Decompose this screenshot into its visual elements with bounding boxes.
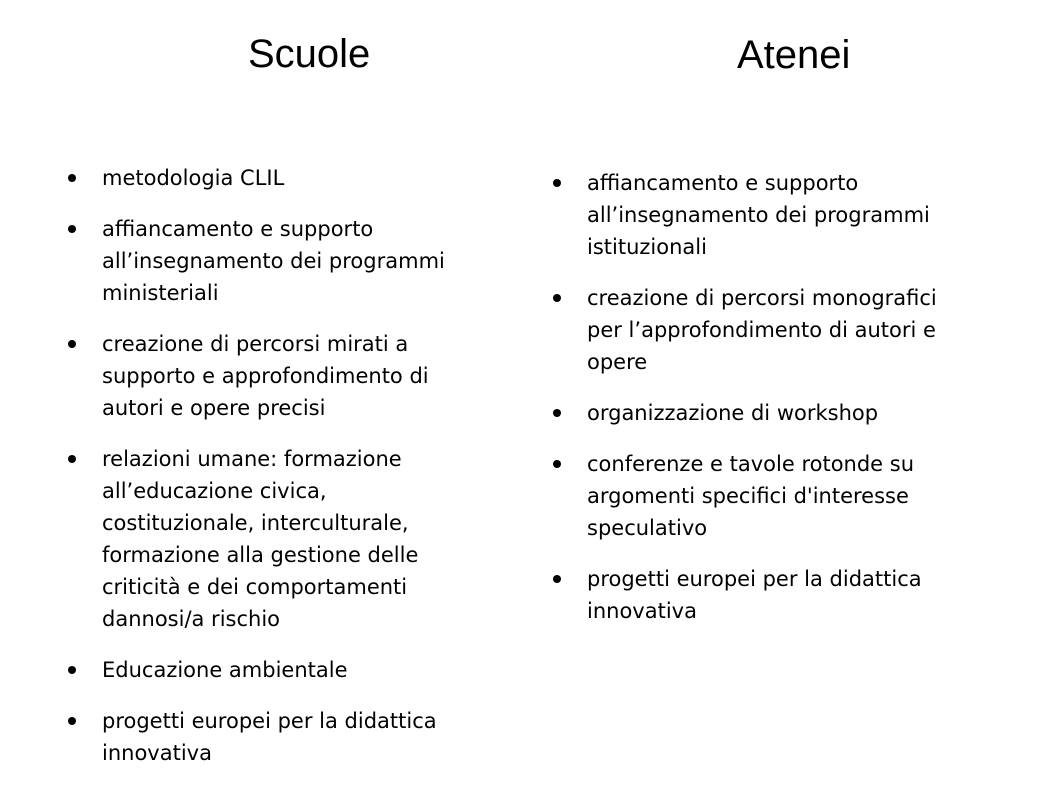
bullet-icon [553, 294, 561, 302]
list-item-line: istituzionali [587, 235, 707, 259]
bullet-icon [68, 340, 76, 348]
list-item-line: autori e opere precisi [102, 396, 326, 420]
list-item-line: progetti europei per la didattica [102, 709, 437, 733]
list-item-line: costituzionale, interculturale, [102, 511, 409, 535]
list-item [66, 213, 506, 309]
list-item-line: Educazione ambientale [102, 658, 348, 682]
list-item-line: formazione alla gestione delle [102, 543, 419, 567]
bullet-icon [68, 225, 76, 233]
list-item [66, 328, 506, 424]
list-item-line: progetti europei per la didattica [587, 567, 922, 591]
list-item [551, 397, 1041, 429]
list-item [66, 705, 506, 769]
list-item-line: innovativa [102, 741, 212, 765]
bullet-icon [553, 179, 561, 187]
list-item-line: per l’approfondimento di autori e [587, 318, 936, 342]
bullet-icon [553, 409, 561, 417]
list-item-line: relazioni umane: formazione [102, 447, 402, 471]
bullet-list-scuole [66, 162, 506, 788]
list-item-line: dannosi/a rischio [102, 607, 281, 631]
bullet-icon [553, 575, 561, 583]
list-item-line: supporto e approfondimento di [102, 364, 429, 388]
list-item-line: metodologia CLIL [102, 166, 285, 190]
list-item-line: organizzazione di workshop [587, 401, 879, 425]
bullet-icon [68, 717, 76, 725]
bullet-icon [68, 666, 76, 674]
list-item [551, 282, 1041, 378]
column-atenei [529, 0, 1058, 794]
list-item-line: criticità e dei comportamenti [102, 575, 408, 599]
list-item-line: all’insegnamento dei programmi [587, 203, 930, 227]
list-item-line: conferenze e tavole rotonde su [587, 452, 915, 476]
list-item-line: all’educazione civica, [102, 479, 327, 503]
bullet-icon [68, 455, 76, 463]
column-title-scuole: Scuole [248, 32, 371, 76]
list-item-line: opere [587, 350, 648, 374]
bullet-list-atenei [551, 167, 1041, 646]
list-item-line: argomenti specifici d'interesse [587, 484, 909, 508]
column-title-atenei: Atenei [737, 33, 851, 77]
list-item [66, 443, 506, 635]
list-item-line: creazione di percorsi mirati a [102, 332, 409, 356]
list-item [66, 654, 506, 686]
list-item-line: affiancamento e supporto [102, 217, 374, 241]
list-item [66, 162, 506, 194]
list-item-line: innovativa [587, 599, 697, 623]
list-item [551, 167, 1041, 263]
list-item-line: ministeriali [102, 281, 219, 305]
list-item-line: affiancamento e supporto [587, 171, 859, 195]
list-item [551, 563, 1041, 627]
bullet-icon [68, 174, 76, 182]
list-item-line: creazione di percorsi monografici [587, 286, 937, 310]
list-item-line: all’insegnamento dei programmi [102, 249, 445, 273]
list-item-line: speculativo [587, 516, 708, 540]
bullet-icon [553, 460, 561, 468]
list-item [551, 448, 1041, 544]
